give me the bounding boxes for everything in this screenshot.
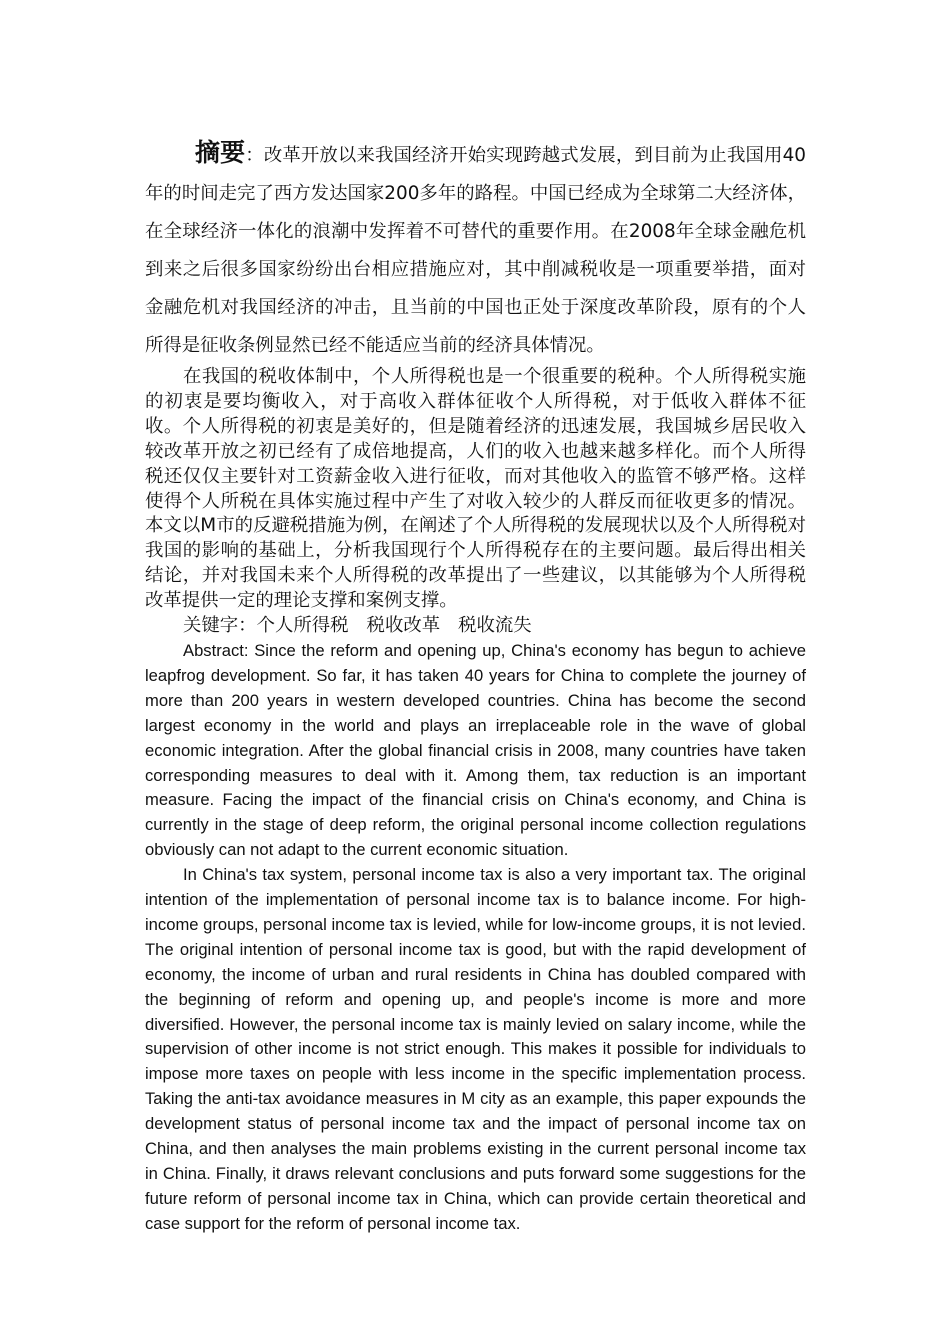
keywords-label: 关键字：: [183, 615, 257, 637]
abstract-zh-paragraph-2: 在我国的税收体制中，个人所得税也是一个很重要的税种。个人所得税实施的初衷是要均衡收入，对于高收入群体征收个人所得税，对于低收入群体不征收。个人所得税的初衷是美好的，但是随着经济的迅速发展，我国城乡居民收入较改革开放之初已经有了成倍地提高，人们的收入也越来越多样化。而个人所得税还仅仅主要针对工资薪金收入进行征收，而对其他收入的监管不够严格。这样使得个人所税在具体实施过程中产生了对收入较少的人群反而征收更多的情况。本文以M市的反避税措施为例，在阐述了个人所得税的发展现状以及个人所得税对我国的影响的基础上，分析我国现行个人所得税存在的主要问题。最后得出相关结论，并对我国未来个人所得税的改革提出了一些建议，以其能够为个人所得税改革提供一定的理论支撑和案例支撑。: [145, 366, 806, 612]
keyword: 税收流失: [458, 615, 532, 637]
keyword: 税收改革: [366, 615, 441, 637]
abstract-zh-text-1: 改革开放以来我国经济开始实现跨越式发展，到目前为止我国用40年的时间走完了西方发达国家200多年的路程。中国已经成为全球第二大经济体，在全球经济一体化的浪潮中发挥着不可替代的重要作用。在2008年全球金融危机到来之后很多国家纷纷出台相应措施应对，其中削减税收是一项重要举措，面对金融危机对我国经济的冲击，且当前的中国也正处于深度改革阶段，原有的个人所得是征收条例显然已经不能适应当前的经济具体情况。: [145, 145, 806, 356]
abstract-en-paragraph-2: In China's tax system, personal income tax is also a very important tax. The original intention of the implementation of personal income tax is to balance income. For high-income groups, personal income tax is levied, while for low-income groups, it is not levied. The original intention of personal income tax is good, but with the rapid development of economy, the income of urban and rural residents in China has doubled compared with the beginning of reform and opening up, and people's income is more and more diversified. However, the personal income tax is mainly levied on salary income, while the supervision of other income is not strict enough. This makes it possible for individuals to impose more taxes on people with less income in the specific implementation process. Taking the anti-tax avoidance measures in M city as an example, this paper expounds the development status of personal income tax and the impact of personal income tax on China, and then analyses the main problems existing in the current personal income tax in China. Finally, it draws relevant conclusions and puts forward some suggestions for the future reform of personal income tax in China, which can provide certain theoretical and case support for the reform of personal income tax.: [145, 865, 806, 1233]
abstract-en-paragraph-1: Abstract: Since the reform and opening up, China's economy has begun to achieve leapfrog development. So far, it has taken 40 years for China to complete the journey of more than 200 years in western developed countries. China has become the second largest economy in the world and plays an irreplaceable role in the wave of global economic integration. After the global financial crisis in 2008, many countries have taken corresponding measures to deal with it. Among them, tax reduction is an important measure. Facing the impact of the financial crisis on China's economy, and China is currently in the stage of deep reform, the original personal income collection regulations obviously can not adapt to the current economic situation.: [145, 640, 806, 860]
document-page: [145, 134, 806, 1237]
abstract-zh-paragraph-1: [145, 134, 806, 365]
keywords-line: [145, 614, 806, 639]
abstract-heading: 摘要: [195, 138, 246, 167]
keyword: 个人所得税: [256, 615, 349, 637]
heading-colon: ：: [245, 145, 264, 166]
